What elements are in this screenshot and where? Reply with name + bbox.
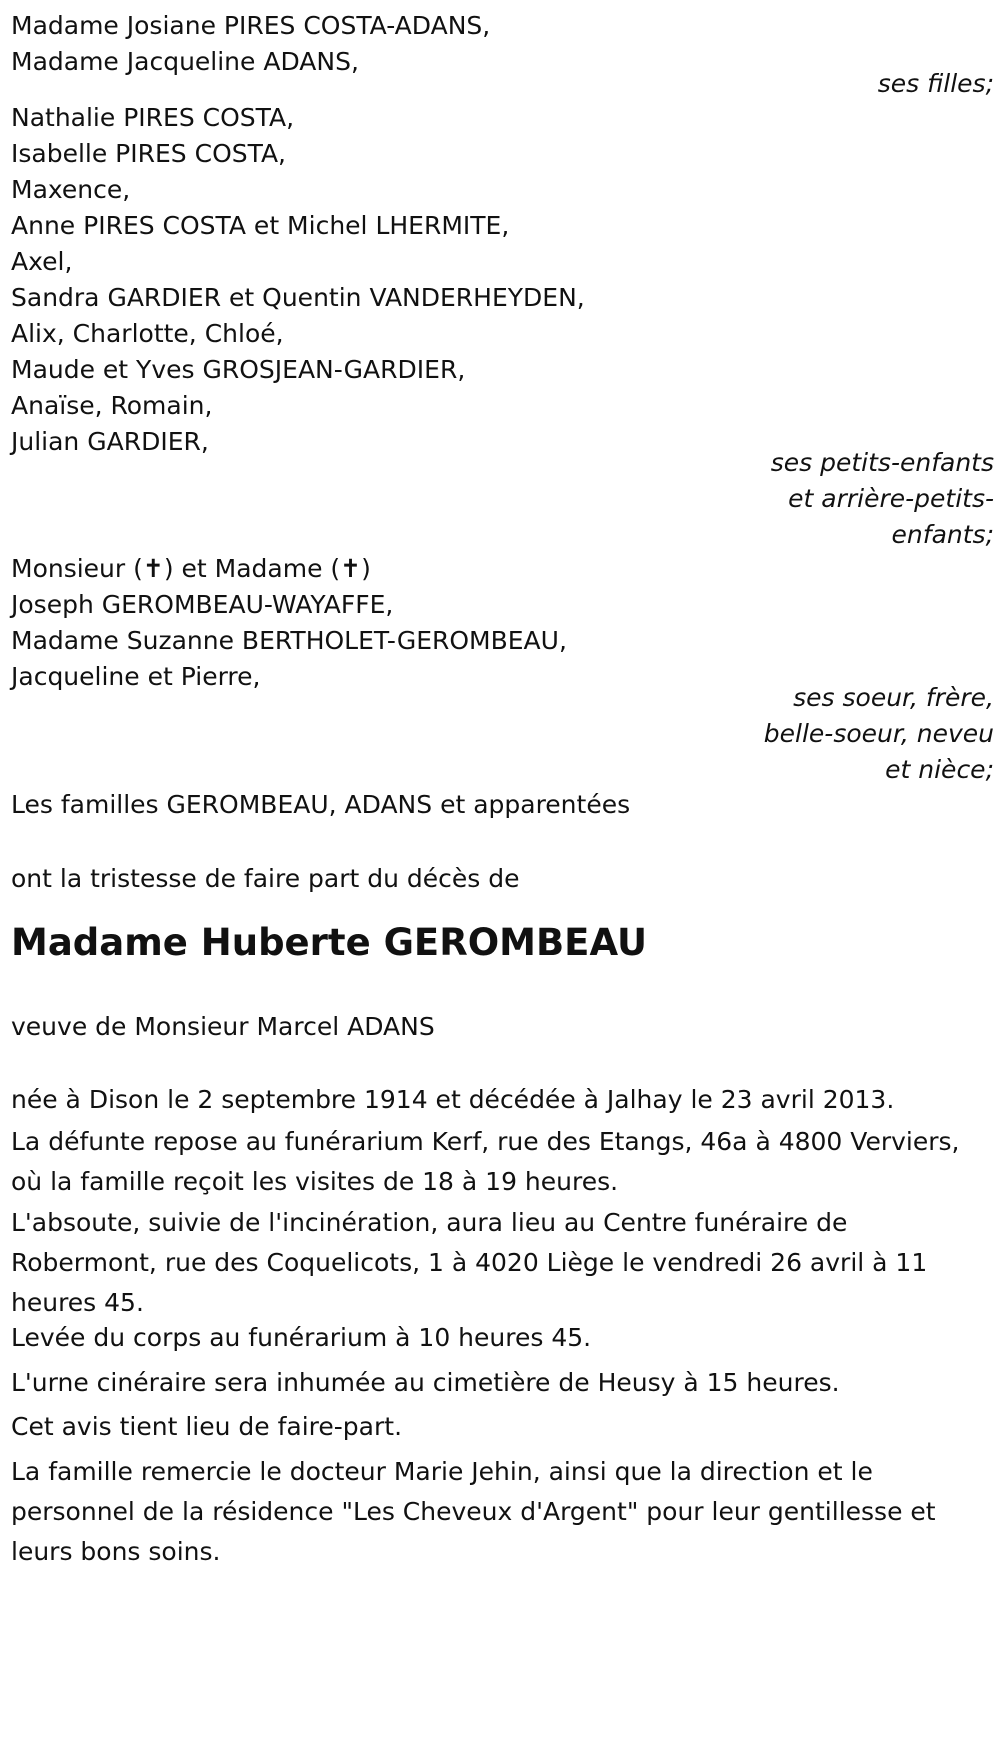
- family-member-line: Maxence,: [11, 175, 131, 204]
- family-member-line: Sandra GARDIER et Quentin VANDERHEYDEN,: [11, 283, 585, 312]
- deceased-name: Madame Huberte GEROMBEAU: [11, 921, 647, 964]
- family-member-line: Madame Josiane PIRES COSTA-ADANS,: [11, 11, 491, 40]
- widow-of-line: veuve de Monsieur Marcel ADANS: [11, 1012, 435, 1041]
- family-member-line: Madame Suzanne BERTHOLET-GEROMBEAU,: [11, 626, 567, 655]
- family-member-line: Maude et Yves GROSJEAN-GARDIER,: [11, 355, 466, 384]
- family-member-line: Anaïse, Romain,: [11, 391, 213, 420]
- relation-label-grandchildren: ses petits-enfants: [770, 448, 994, 477]
- family-member-line: Jacqueline et Pierre,: [11, 662, 261, 691]
- announcement-line: ont la tristesse de faire part du décès de: [11, 864, 520, 893]
- family-member-line: Madame Jacqueline ADANS,: [11, 47, 359, 76]
- notice-paragraph: Cet avis tient lieu de faire-part.: [11, 1412, 403, 1441]
- family-member-line: Nathalie PIRES COSTA,: [11, 103, 295, 132]
- family-member-line: Anne PIRES COSTA et Michel LHERMITE,: [11, 211, 510, 240]
- families-line: Les familles GEROMBEAU, ADANS et apparentées: [11, 790, 631, 819]
- viewing-paragraph: La défunte repose au funérarium Kerf, rue des Etangs, 46a à 4800 Verviers, où la famille reçoit les visites de 18 à 19 heures.: [11, 1127, 960, 1196]
- relation-label-daughters: ses filles;: [877, 69, 994, 98]
- relation-label-siblings: belle-soeur, neveu: [763, 719, 994, 748]
- family-member-line: Axel,: [11, 247, 73, 276]
- family-member-line: Isabelle PIRES COSTA,: [11, 139, 286, 168]
- family-member-line: Alix, Charlotte, Chloé,: [11, 319, 284, 348]
- thanks-paragraph: La famille remercie le docteur Marie Jehin, ainsi que la direction et le personnel de la résidence "Les Cheveux d'Argent" pour leur gentillesse et leurs bons soins.: [11, 1457, 936, 1566]
- family-member-line: Joseph GEROMBEAU-WAYAFFE,: [11, 590, 394, 619]
- relation-label-grandchildren: et arrière-petits-: [788, 484, 994, 513]
- departure-paragraph: Levée du corps au funérarium à 10 heures 45.: [11, 1323, 592, 1352]
- family-member-line: Julian GARDIER,: [11, 427, 209, 456]
- ceremony-paragraph: L'absoute, suivie de l'incinération, aura lieu au Centre funéraire de Robermont, rue des Coquelicots, 1 à 4020 Liège le vendredi 26 avril à 11 heures 45.: [11, 1208, 928, 1317]
- relation-label-grandchildren: enfants;: [891, 520, 994, 549]
- family-member-line: Monsieur (✝) et Madame (✝): [11, 554, 371, 583]
- birth-death-paragraph: née à Dison le 2 septembre 1914 et décédée à Jalhay le 23 avril 2013.: [11, 1085, 895, 1114]
- relation-label-siblings: ses soeur, frère,: [793, 683, 994, 712]
- burial-paragraph: L'urne cinéraire sera inhumée au cimetière de Heusy à 15 heures.: [11, 1368, 840, 1397]
- relation-label-siblings: et nièce;: [885, 755, 994, 784]
